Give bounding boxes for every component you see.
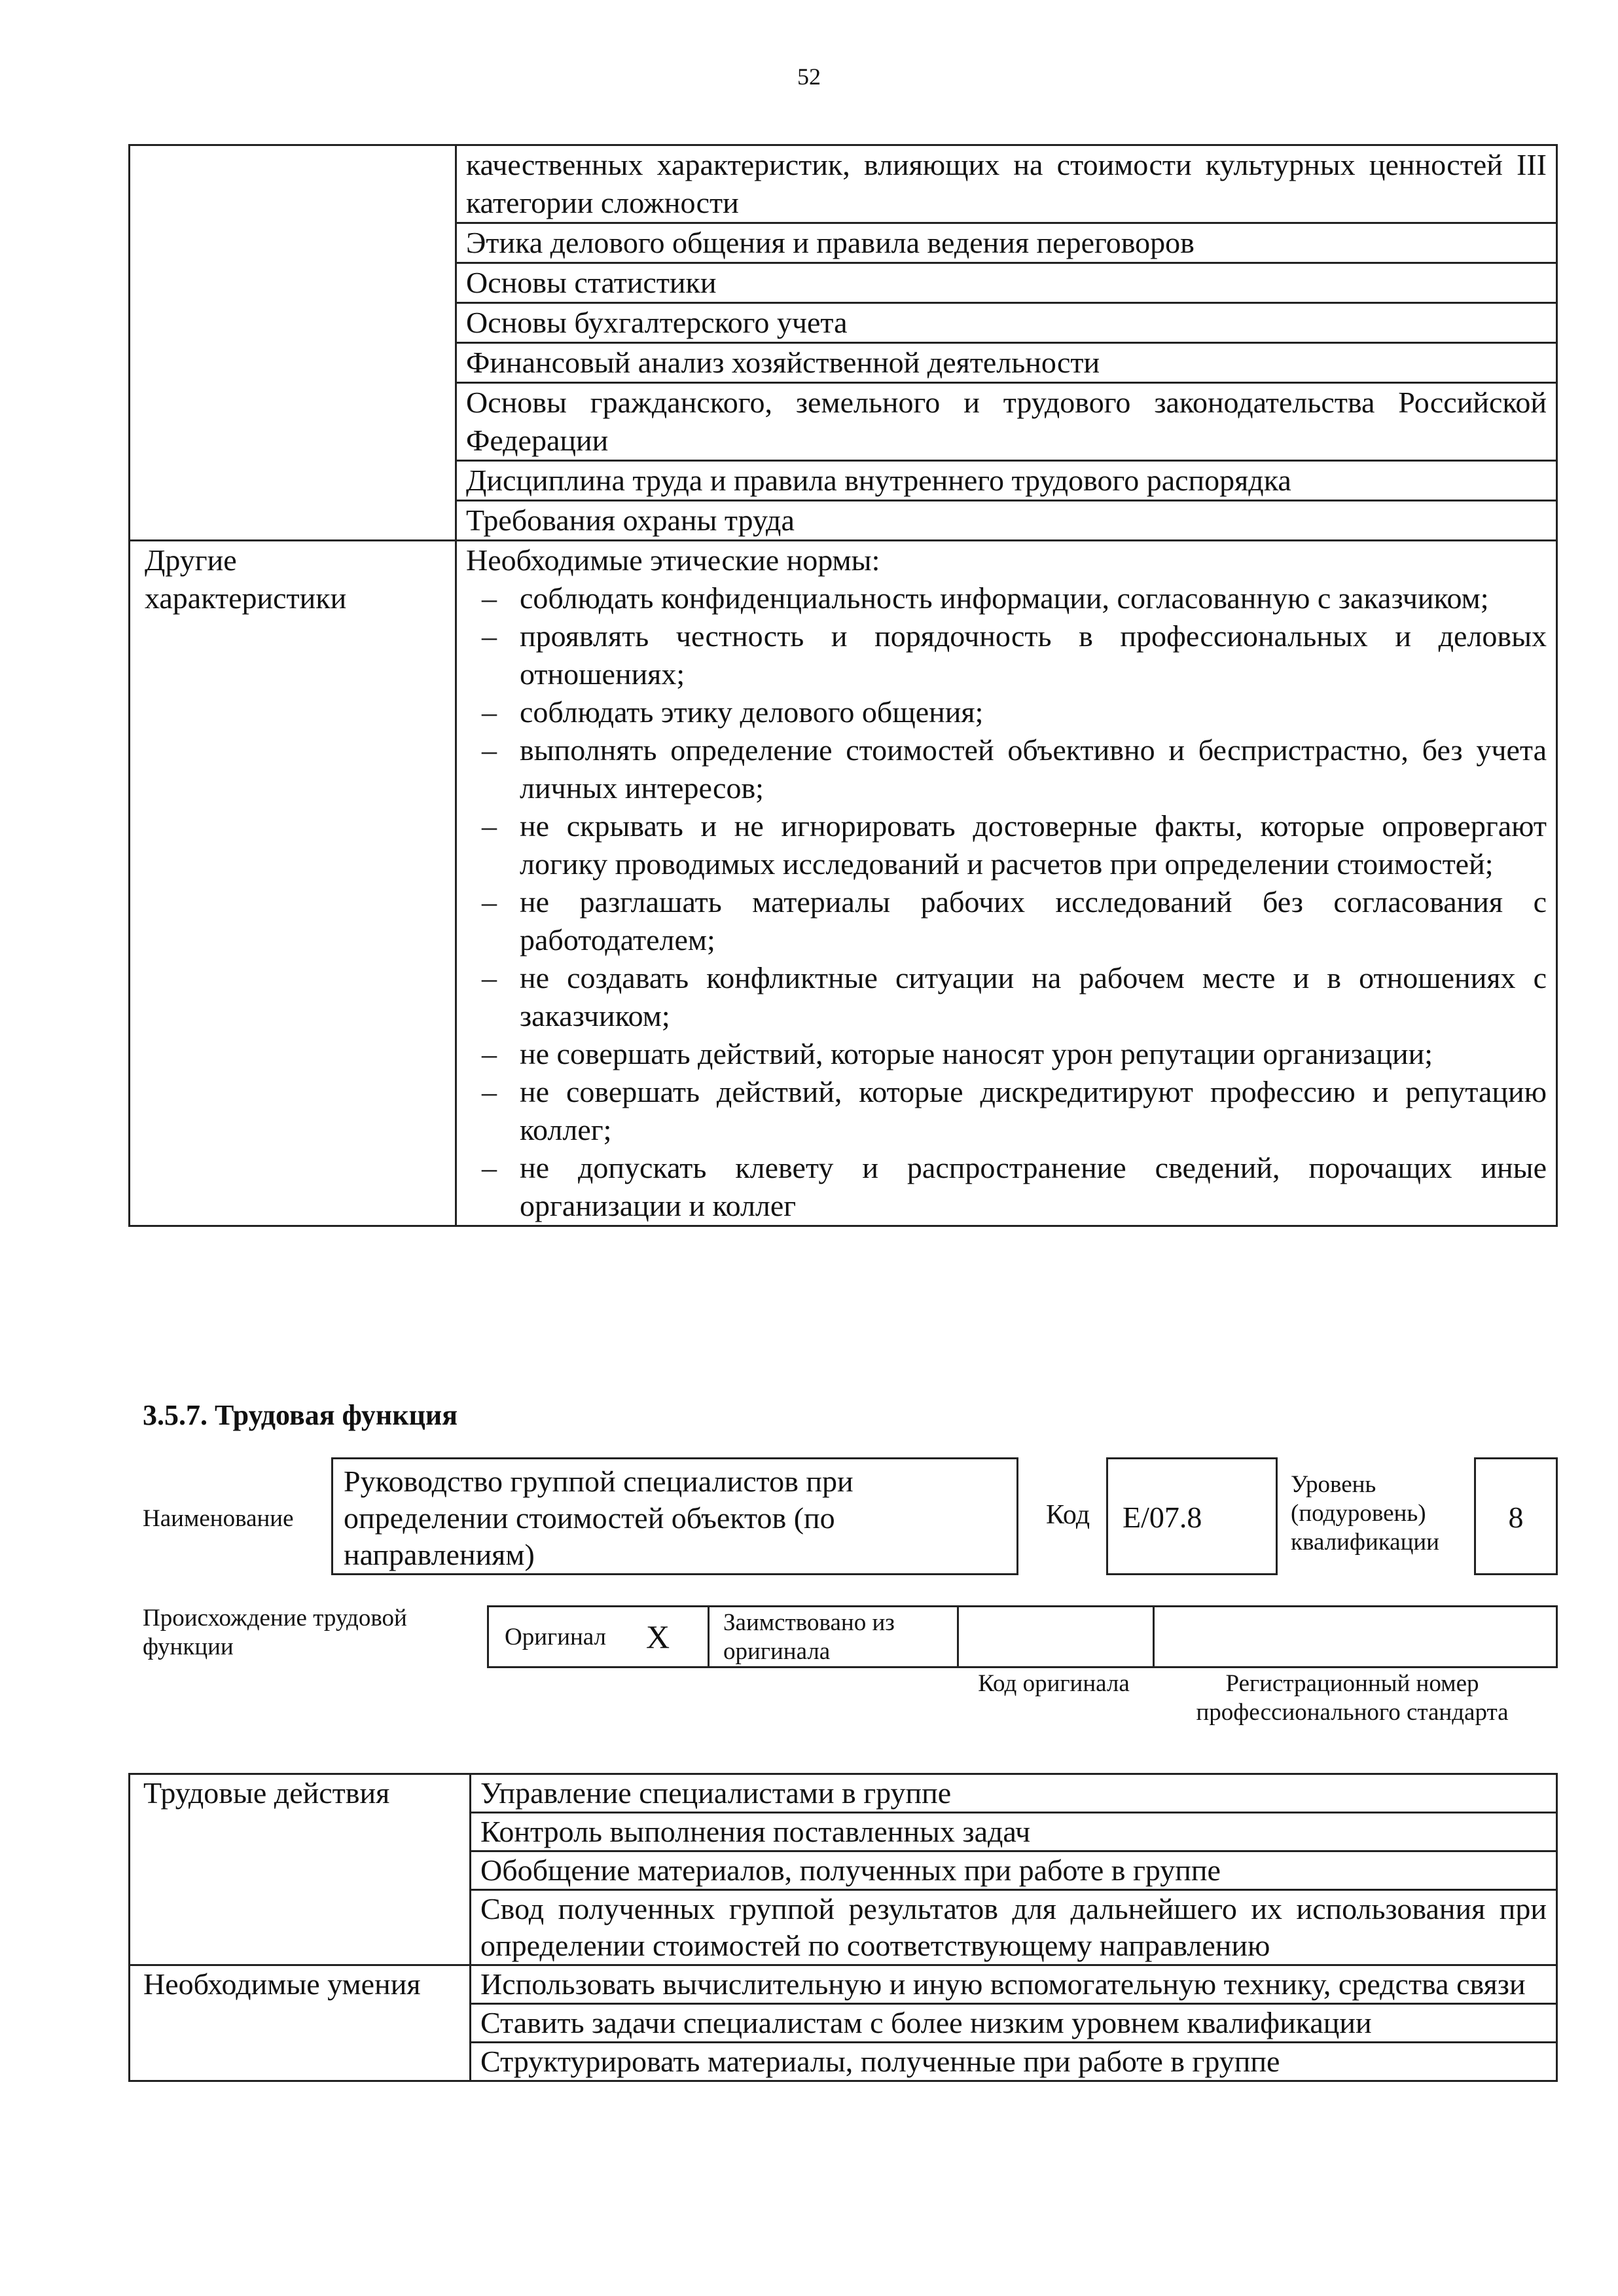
- origin-label: Происхождение трудовой функции: [143, 1605, 407, 1660]
- borrowed-label: Заимствовано из оригинала: [708, 1607, 959, 1666]
- code-label: Код: [1046, 1500, 1090, 1530]
- original-code-cell: [959, 1607, 1155, 1666]
- actions-label: Трудовые действия: [130, 1774, 471, 1965]
- ethics-item: – проявлять честность и порядочность в профессиональных и деловых отношениях;: [466, 617, 1547, 693]
- skills-label: Необходимые умения: [130, 1965, 471, 2081]
- ethics-item: – не скрывать и не игнорировать достоверные факты, которые опровергают логику проводимых исследований и расчетов при определении стоимостей;: [466, 807, 1547, 883]
- labor-function-table: [128, 1773, 1558, 2082]
- ethics-cell: [456, 541, 1557, 1226]
- function-name-box: Руководство группой специалистов при определении стоимостей объектов (по направлениям): [331, 1457, 1018, 1575]
- ethics-item: – не совершать действий, которые дискредитируют профессию и репутацию коллег;: [466, 1073, 1547, 1149]
- ethics-list: [466, 579, 1547, 1225]
- knowledge-item: Этика делового общения и правила ведения переговоров: [456, 223, 1557, 263]
- knowledge-table: [128, 144, 1558, 1227]
- origin-box: [487, 1605, 1558, 1668]
- empty-label-cell: [130, 145, 456, 541]
- skill-item: Использовать вычислительную и иную вспомогательную технику, средства связи: [471, 1965, 1557, 2004]
- skill-item: Структурировать материалы, полученные при работе в группе: [471, 2043, 1557, 2081]
- reg-number-cell: [1153, 1607, 1556, 1666]
- level-label: Уровень (подуровень) квалификации: [1291, 1471, 1439, 1556]
- ethics-item: – не совершать действий, которые наносят урон репутации организации;: [466, 1035, 1547, 1073]
- action-item: Обобщение материалов, полученных при работе в группе: [471, 1851, 1557, 1890]
- original-cell: [489, 1607, 710, 1666]
- knowledge-item: Требования охраны труда: [456, 501, 1557, 541]
- knowledge-item: Финансовый анализ хозяйственной деятельности: [456, 343, 1557, 383]
- level-value-box: 8: [1474, 1457, 1558, 1575]
- code-value-box: E/07.8: [1106, 1457, 1278, 1575]
- knowledge-item: Основы статистики: [456, 263, 1557, 303]
- page-number: 52: [797, 64, 821, 90]
- ethics-heading: Необходимые этические нормы:: [466, 543, 880, 577]
- knowledge-item: качественных характеристик, влияющих на стоимости культурных ценностей III категории сложности: [456, 145, 1557, 223]
- reg-number-caption: Регистрационный номер профессионального стандарта: [1196, 1670, 1509, 1726]
- other-characteristics-label: Другие характеристики: [130, 541, 456, 1226]
- knowledge-item: Основы бухгалтерского учета: [456, 303, 1557, 343]
- action-item: Управление специалистами в группе: [471, 1774, 1557, 1813]
- code-original-caption: Код оригинала: [978, 1670, 1130, 1697]
- name-label: Наименование: [143, 1505, 294, 1532]
- section-title: 3.5.7. Трудовая функция: [143, 1399, 458, 1431]
- action-item: Контроль выполнения поставленных задач: [471, 1813, 1557, 1851]
- ethics-item: – не разглашать материалы рабочих исследований без согласования с работодателем;: [466, 883, 1547, 959]
- knowledge-item: Дисциплина труда и правила внутреннего трудового распорядка: [456, 461, 1557, 501]
- ethics-item: – выполнять определение стоимостей объективно и беспристрастно, без учета личных интересов;: [466, 731, 1547, 807]
- ethics-item: – не допускать клевету и распространение сведений, порочащих иные организации и коллег: [466, 1149, 1547, 1225]
- action-item: Свод полученных группой результатов для дальнейшего их использования при определении стоимостей по соответствующему направлению: [471, 1890, 1557, 1965]
- original-mark: X: [646, 1618, 670, 1655]
- ethics-item: – соблюдать конфиденциальность информации, согласованную с заказчиком;: [466, 579, 1547, 617]
- ethics-item: – не создавать конфликтные ситуации на рабочем месте и в отношениях с заказчиком;: [466, 959, 1547, 1035]
- knowledge-item: Основы гражданского, земельного и трудового законодательства Российской Федерации: [456, 383, 1557, 461]
- ethics-item: – соблюдать этику делового общения;: [466, 693, 1547, 731]
- original-label: Оригинал: [505, 1624, 607, 1650]
- skill-item: Ставить задачи специалистам с более низким уровнем квалификации: [471, 2004, 1557, 2043]
